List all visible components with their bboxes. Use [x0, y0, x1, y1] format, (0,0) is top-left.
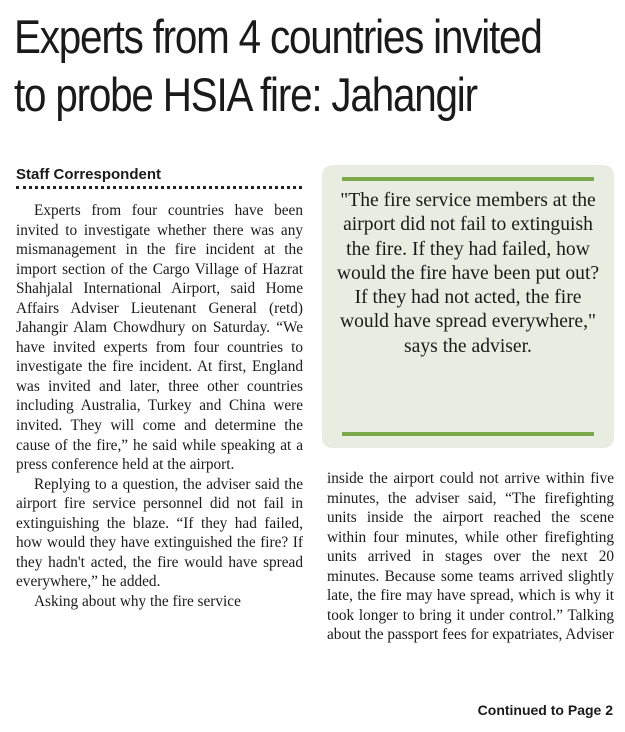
pull-quote-box — [322, 165, 614, 448]
byline: Staff Correspondent — [16, 166, 162, 183]
pull-quote-top-rule — [342, 177, 594, 181]
continued-to-page-link[interactable]: Continued to Page 2 — [477, 702, 613, 718]
pull-quote-bottom-rule — [342, 432, 594, 436]
article-column-1 — [16, 201, 303, 611]
headline-line-1: Experts from 4 countries invited — [14, 10, 542, 63]
article-column-2 — [327, 469, 614, 645]
paragraph-2: Replying to a question, the adviser said the airport fire service personnel did not fail in extinguishing the blaze. “If they had failed, how would they have extinguished the fire? If they hadn't acted, the fire would have spread everywhere,” he added. — [16, 475, 303, 591]
pull-quote-text: "The fire service members at the airport did not fail to extinguish the fire. If they had failed, how would the fire have been put out? If they had not acted, the fire would have spread everywhere," says the adviser. — [336, 190, 600, 357]
byline-dotted-divider — [16, 186, 302, 189]
paragraph-continued: inside the airport could not arrive within five minutes, the adviser said, “The firefighting units inside the airport reached the scene within four minutes, while other firefighting units arrived in stages over the next 20 minutes. Because some teams arrived slightly late, the fire may have spread, which is why it took longer to bring it under control.” Talking about the passport fees for expatriates, Adviser — [327, 470, 614, 644]
paragraph-3: Asking about why the fire service — [34, 592, 241, 610]
paragraph-1: Experts from four countries have been invited to investigate whether there was any mismanagement in the fire incident at the import section of the Cargo Village of Hazrat Shahjalal International Airport, said Home Affairs Adviser Lieutenant General (retd) Jahangir Alam Chowdhury on Saturday. “We have invited experts from four countries to investigate the fire incident. At first, England was invited and later, three other countries including Australia, Turkey and China were invited. They will come and determine the cause of the fire,” he said while speaking at a press conference held at the airport. — [16, 202, 303, 474]
headline — [14, 8, 542, 124]
headline-line-2: to probe HSIA fire: Jahangir — [14, 68, 477, 121]
